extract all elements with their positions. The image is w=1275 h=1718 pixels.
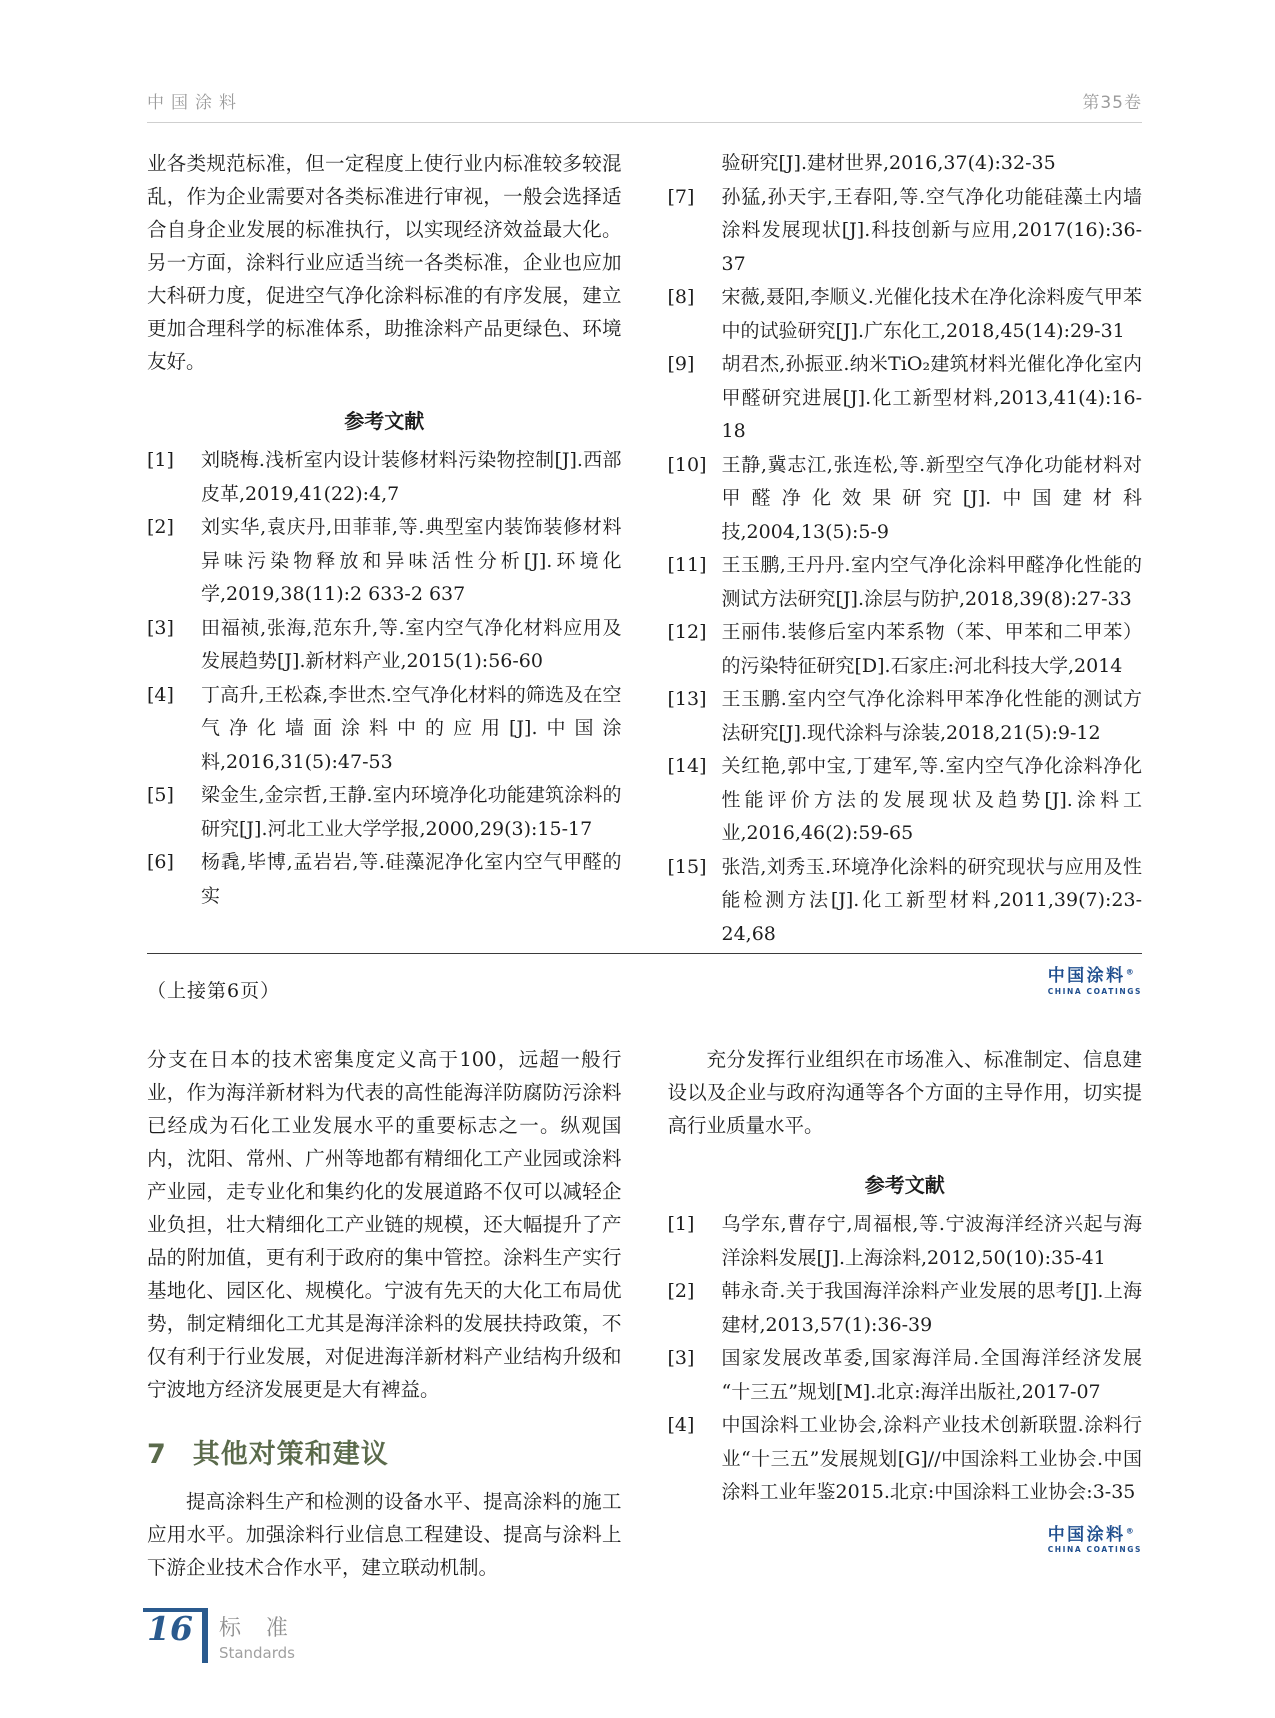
references-heading: 参考文献 xyxy=(864,1173,945,1197)
body-paragraph: 提高涂料生产和检测的设备水平、提高涂料的施工应用水平。加强涂料行业信息工程建设、提高与涂料上下游企业技术合作水平，建立联动机制。 xyxy=(147,1490,622,1579)
reference-text: 梁金生,金宗哲,王静.室内环境净化功能建筑涂料的研究[J].河北工业大学学报,2000,29(3):15-17 xyxy=(201,784,622,840)
reference-number: [9] xyxy=(667,353,695,375)
body-paragraph: 业各类规范标准，但一定程度上使行业内标准较多较混乱，作为企业需要对各类标准进行审视，一般会选择适合自身企业发展的标准执行，以实现经济效益最大化。另一方面，涂料行业应适当统一各类标准，企业也应加大科研力度，促进空气净化涂料标准的有序发展，建立更加合理科学的标准体系，助推涂料产品更绿色、环境友好。 xyxy=(147,152,622,373)
reference-item xyxy=(668,449,1143,550)
logo-row xyxy=(668,1526,1143,1555)
reference-text: 王玉鹏.室内空气净化涂料甲苯净化性能的测试方法研究[J].现代涂料与涂装,2018,21(5):9-12 xyxy=(721,688,1142,744)
reference-item xyxy=(147,779,622,846)
logo-text-en: CHINA COATINGS xyxy=(1047,986,1142,996)
reference-item xyxy=(668,181,1143,282)
reference-item xyxy=(147,679,622,780)
reference-number: [2] xyxy=(667,1280,695,1302)
footer-section-label xyxy=(219,1608,297,1662)
page-footer xyxy=(143,1608,297,1663)
reference-number: [1] xyxy=(667,1213,695,1235)
reference-number: [13] xyxy=(667,688,707,710)
reference-text: 张浩,刘秀玉.环境净化涂料的研究现状与应用及性能检测方法[J].化工新型材料,2011,39(7):23-24,68 xyxy=(721,855,1142,945)
reference-item xyxy=(668,616,1143,683)
continued-from-note: （上接第6页） xyxy=(147,980,281,1002)
journal-name: 中国涂料 xyxy=(147,93,243,113)
reference-text: 王静,冀志江,张连松,等.新型空气净化功能材料对甲醛净化效果研究[J].中国建材科技,2004,13(5):5-9 xyxy=(721,453,1142,543)
reference-text: 刘晓梅.浅析室内设计装修材料污染物控制[J].西部皮革,2019,41(22):4,7 xyxy=(201,449,622,505)
reference-item xyxy=(668,683,1143,750)
reference-item xyxy=(668,1342,1143,1409)
reference-item xyxy=(668,348,1143,449)
section-divider xyxy=(147,953,1142,954)
page-number: 16 xyxy=(147,1609,193,1648)
reference-item xyxy=(668,1275,1143,1342)
section-number: 7 xyxy=(147,1439,167,1470)
reference-number: [2] xyxy=(147,516,174,538)
reference-item xyxy=(147,846,622,913)
volume-label: 第35卷 xyxy=(1082,93,1142,113)
reference-number: [6] xyxy=(147,851,174,873)
reference-text: 丁高升,王松森,李世杰.空气净化材料的筛选及在空气净化墙面涂料中的应用[J].中国涂料,2016,31(5):47-53 xyxy=(201,683,622,773)
reference-item xyxy=(668,1409,1143,1510)
reference-text: 杨毳,毕博,孟岩岩,等.硅藻泥净化室内空气甲醛的实 xyxy=(201,851,622,907)
reference-item xyxy=(668,1208,1143,1275)
reference-item xyxy=(147,612,622,679)
reference-number: [10] xyxy=(667,453,707,476)
body-paragraph: 分支在日本的技术密集度定义高于100，远超一般行业，作为海洋新材料为代表的高性能海洋防腐防污涂料已经成为石化工业发展水平的重要标志之一。纵观国内，沈阳、常州、广州等地都有精细化工产业园或涂料产业园，走专业化和集约化的发展道路不仅可以减轻企业负担，壮大精细化工产业链的规模，还大幅提升了产品的附加值，更有利于政府的集中管控。涂料生产实行基地化、园区化、规模化。宁波有先天的大化工布局优势，制定精细化工尤其是海洋涂料的发展扶持政策，不仅有利于行业发展，对促进海洋新材料产业结构升级和宁波地方经济发展更是大有裨益。 xyxy=(147,1048,622,1401)
bottom-section xyxy=(147,1043,1142,1584)
reference-number: [1] xyxy=(147,449,174,471)
reference-text: 胡君杰,孙振亚.纳米TiO₂建筑材料光催化净化室内甲醛研究进展[J].化工新型材料,2013,41(4):16-18 xyxy=(721,353,1142,442)
reference-continuation xyxy=(668,147,1143,181)
logo-text-zh: 中国涂料® xyxy=(1047,966,1134,986)
reference-text: 国家发展改革委,国家海洋局.全国海洋经济发展“十三五”规划[M].北京:海洋出版社,2017-07 xyxy=(721,1347,1142,1403)
body-paragraph: 充分发挥行业组织在市场准入、标准制定、信息建设以及企业与政府沟通等各个方面的主导作用，切实提高行业质量水平。 xyxy=(667,1048,1142,1137)
logo-text-en: CHINA COATINGS xyxy=(1047,1545,1142,1555)
reference-item xyxy=(147,444,622,511)
reference-number xyxy=(668,147,722,181)
reference-text: 刘实华,袁庆丹,田菲菲,等.典型室内装饰装修材料异味污染物释放和异味活性分析[J].环境化学,2019,38(11):2 633-2 637 xyxy=(201,516,622,605)
logo-text-zh: 中国涂料® xyxy=(1047,1524,1134,1545)
reference-item xyxy=(668,549,1143,616)
logo-row xyxy=(668,967,1143,996)
top-right-column xyxy=(667,147,1143,996)
footer-section-en: Standards xyxy=(218,1644,295,1662)
reference-text: 宋薇,聂阳,李顺义.光催化技术在净化涂料废气甲苯中的试验研究[J].广东化工,2018,45(14):29-31 xyxy=(721,286,1142,342)
reference-text: 王丽伟.装修后室内苯系物（苯、甲苯和二甲苯）的污染特征研究[D].石家庄:河北科技大学,2014 xyxy=(721,621,1142,677)
reference-number: [12] xyxy=(667,621,707,643)
registered-mark: ® xyxy=(1125,1525,1134,1535)
china-coatings-logo xyxy=(1048,1526,1142,1555)
registered-mark: ® xyxy=(1125,967,1134,977)
reference-text: 孙猛,孙天宇,王春阳,等.空气净化功能硅藻土内墙涂料发展现状[J].科技创新与应用,2017(16):36-37 xyxy=(721,185,1142,275)
reference-number: [14] xyxy=(667,755,707,777)
reference-number: [7] xyxy=(667,185,695,208)
reference-text: 田福祯,张海,范东升,等.室内空气净化材料应用及发展趋势[J].新材料产业,2015(1):56-60 xyxy=(201,616,622,672)
reference-item xyxy=(668,281,1143,348)
reference-number: [3] xyxy=(667,1347,695,1369)
reference-item xyxy=(668,750,1143,851)
reference-number: [4] xyxy=(667,1414,695,1436)
reference-text: 验研究[J].建材世界,2016,37(4):32-35 xyxy=(721,152,1056,174)
reference-number: [15] xyxy=(667,855,707,878)
reference-number: [5] xyxy=(147,784,174,806)
page-header xyxy=(147,88,1142,123)
footer-section-zh: 标 准 xyxy=(218,1616,297,1641)
section-title: 其他对策和建议 xyxy=(192,1439,389,1470)
references-heading: 参考文献 xyxy=(344,409,425,433)
section-heading xyxy=(147,1432,622,1471)
reference-item xyxy=(147,511,622,612)
reference-text: 韩永奇.关于我国海洋涂料产业发展的思考[J].上海建材,2013,57(1):36-39 xyxy=(721,1280,1142,1336)
reference-text: 关红艳,郭中宝,丁建军,等.室内空气净化涂料净化性能评价方法的发展现状及趋势[J].涂料工业,2016,46(2):59-65 xyxy=(721,755,1142,844)
reference-text: 中国涂料工业协会,涂料产业技术创新联盟.涂料行业“十三五”发展规划[G]//中国涂料工业协会.中国涂料工业年鉴2015.北京:中国涂料工业协会:3-35 xyxy=(721,1414,1142,1503)
top-left-column xyxy=(147,147,622,953)
bottom-right-column xyxy=(668,1043,1143,1584)
china-coatings-logo xyxy=(1048,967,1142,996)
bottom-left-column xyxy=(147,1043,622,1584)
reference-text: 乌学东,曹存宁,周福根,等.宁波海洋经济兴起与海洋涂料发展[J].上海涂料,2012,50(10):35-41 xyxy=(721,1213,1142,1269)
page-number-box xyxy=(143,1608,208,1663)
reference-number: [3] xyxy=(147,616,174,639)
reference-text: 王玉鹏,王丹丹.室内空气净化涂料甲醛净化性能的测试方法研究[J].涂层与防护,2018,39(8):27-33 xyxy=(721,554,1142,610)
reference-number: [11] xyxy=(667,554,707,576)
reference-item xyxy=(668,851,1143,952)
reference-number: [8] xyxy=(667,286,695,308)
reference-number: [4] xyxy=(147,683,174,706)
